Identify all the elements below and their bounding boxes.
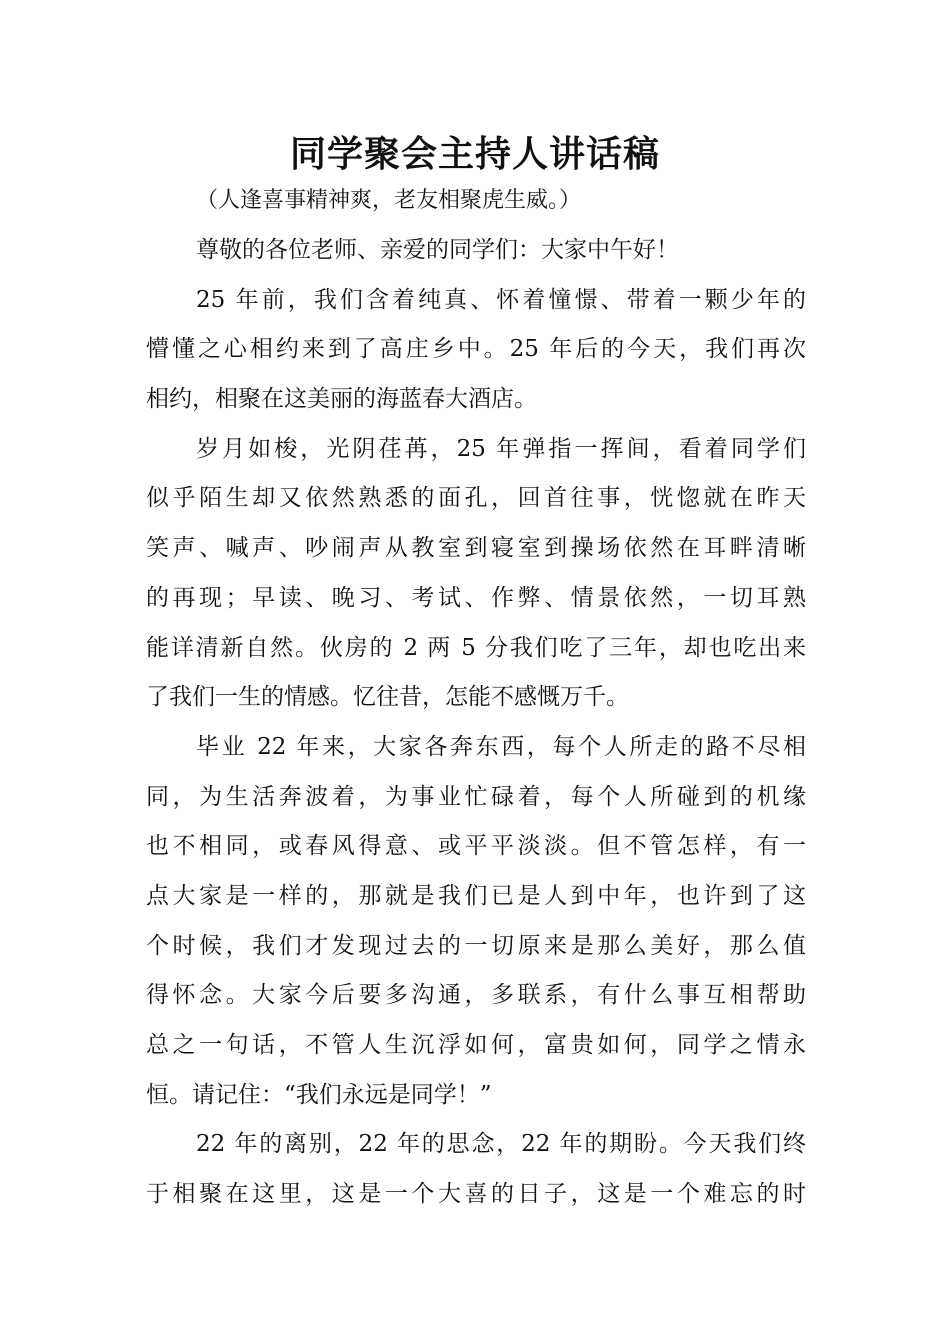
document-subtitle: （人逢喜事精神爽，老友相聚虎生威。） (196, 188, 582, 213)
text-line: 了我们一生的情感。忆往昔，怎能不感慨万千。 (146, 684, 629, 711)
text-line: 能详清新自然。伙房的 2 两 5 分我们吃了三年，却也吃出来 (146, 634, 806, 661)
text-line: 25 年前，我们含着纯真、怀着憧憬、带着一颗少年的 (196, 286, 806, 313)
text-line: 尊敬的各位老师、亲爱的同学们：大家中午好！ (196, 237, 679, 263)
text-line: 似乎陌生却又依然熟悉的面孔，回首往事，恍惚就在昨天 (146, 485, 806, 512)
text-line: 于相聚在这里，这是一个大喜的日子，这是一个难忘的时 (146, 1181, 806, 1208)
text-line: 岁月如梭，光阴荏苒，25 年弹指一挥间，看着同学们 (196, 435, 806, 462)
text-line: 笑声、喊声、吵闹声从教室到寝室到操场依然在耳畔清晰 (146, 535, 806, 562)
text-line: 恒。请记住：“我们永远是同学！” (146, 1081, 492, 1108)
text-line: 总之一句话，不管人生沉浮如何，富贵如何，同学之情永 (146, 1032, 806, 1058)
text-line: 毕业 22 年来，大家各奔东西，每个人所走的路不尽相 (196, 733, 806, 760)
text-line: 的再现；早读、晚习、考试、作弊、情景依然，一切耳熟 (146, 584, 806, 611)
text-line: 22 年的离别，22 年的思念，22 年的期盼。今天我们终 (196, 1131, 806, 1158)
document-body (146, 226, 806, 1220)
text-line: 相约，相聚在这美丽的海蓝春大酒店。 (146, 386, 537, 413)
text-line: 得怀念。大家今后要多沟通，多联系，有什么事互相帮助 (146, 982, 806, 1009)
text-line: 个时候，我们才发现过去的一切原来是那么美好，那么值 (146, 932, 806, 959)
text-line: 也不相同，或春风得意、或平平淡淡。但不管怎样，有一 (146, 833, 806, 860)
text-line: 同，为生活奔波着，为事业忙碌着，每个人所碰到的机缘 (146, 783, 806, 810)
document-title: 同学聚会主持人讲话稿 (289, 133, 660, 175)
text-line: 点大家是一样的，那就是我们已是人到中年，也许到了这 (146, 882, 806, 909)
text-line: 懵懂之心相约来到了高庄乡中。25 年后的今天，我们再次 (146, 336, 806, 363)
